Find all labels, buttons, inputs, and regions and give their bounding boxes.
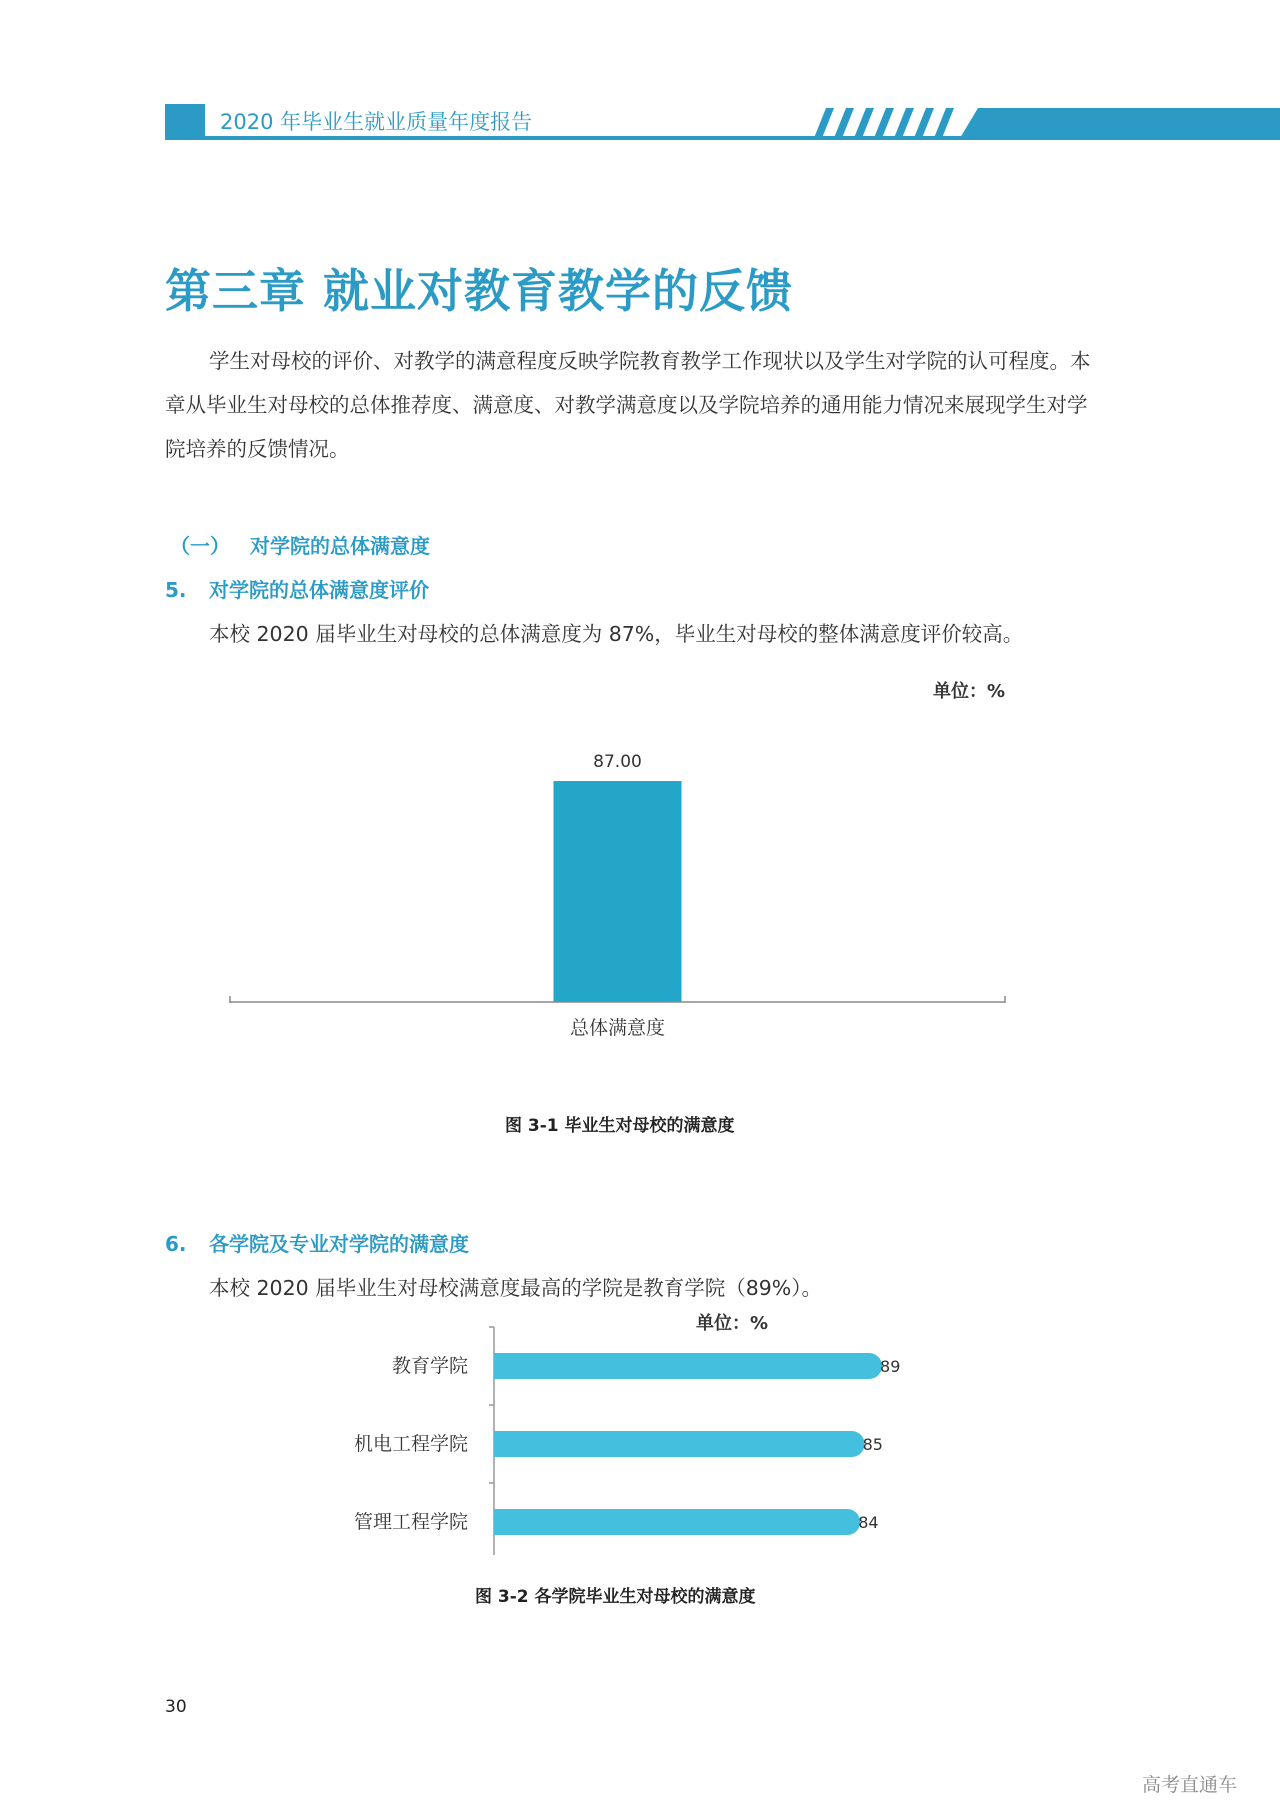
data-label: 84: [858, 1513, 879, 1532]
section-5-paragraph: 本校 2020 届毕业生对母校的总体满意度为 87%，毕业生对母校的整体满意度评价较高。: [209, 622, 1024, 646]
bar-left-square: [494, 1353, 508, 1379]
intro-paragraph: 学生对母校的评价、对教学的满意程度反映学院教育教学工作现状以及学生对学院的认可程度。本章从毕业生对母校的总体推荐度、满意度、对教学满意度以及学院培养的通用能力情况来展现学生对学院培养的反馈情况。: [165, 349, 1091, 461]
page-number: 30: [165, 1697, 187, 1717]
header-title: 2020 年毕业生就业质量年度报告: [220, 110, 533, 134]
section-number: （一）: [170, 534, 230, 558]
section-heading-1: [170, 530, 430, 559]
figure-caption-1: 图 3-1 毕业生对母校的满意度: [505, 1116, 735, 1136]
category-label: 教育学院: [391, 1355, 468, 1377]
section-number: 6.: [165, 1232, 187, 1256]
section-heading-6: [165, 1228, 469, 1257]
chapter-title: 第三章 就业对教育教学的反馈: [165, 264, 794, 318]
header-accent-block: [165, 104, 205, 140]
category-label: 总体满意度: [569, 1017, 666, 1039]
category-label: 管理工程学院: [353, 1511, 468, 1533]
bar: [494, 1509, 860, 1535]
data-label: 85: [862, 1435, 883, 1454]
data-label: 87.00: [593, 752, 642, 773]
section-heading-5: [165, 574, 429, 603]
figure-caption-2: 图 3-2 各学院毕业生对母校的满意度: [475, 1587, 756, 1607]
header-stripe-decoration: [800, 108, 1280, 138]
category-label: 机电工程学院: [353, 1433, 468, 1455]
bar-left-square: [494, 1509, 508, 1535]
data-label: 89: [880, 1357, 901, 1376]
section-title: 对学院的总体满意度: [250, 534, 430, 558]
section-6-paragraph: 本校 2020 届毕业生对母校满意度最高的学院是教育学院（89%）。: [209, 1276, 823, 1300]
section-number: 5.: [165, 578, 187, 602]
bar: [494, 1353, 882, 1379]
section-title: 对学院的总体满意度评价: [209, 578, 429, 602]
bar: [494, 1431, 865, 1457]
section-title: 各学院及专业对学院的满意度: [209, 1232, 469, 1256]
unit-label: 单位：%: [932, 681, 1005, 702]
chart-overall-satisfaction: [200, 670, 1020, 1050]
bar: [554, 781, 682, 1002]
watermark: 高考直通车: [1142, 1774, 1238, 1796]
bar-left-square: [494, 1431, 508, 1457]
unit-label: 单位：%: [695, 1313, 768, 1334]
chart-college-satisfaction: [320, 1305, 940, 1555]
